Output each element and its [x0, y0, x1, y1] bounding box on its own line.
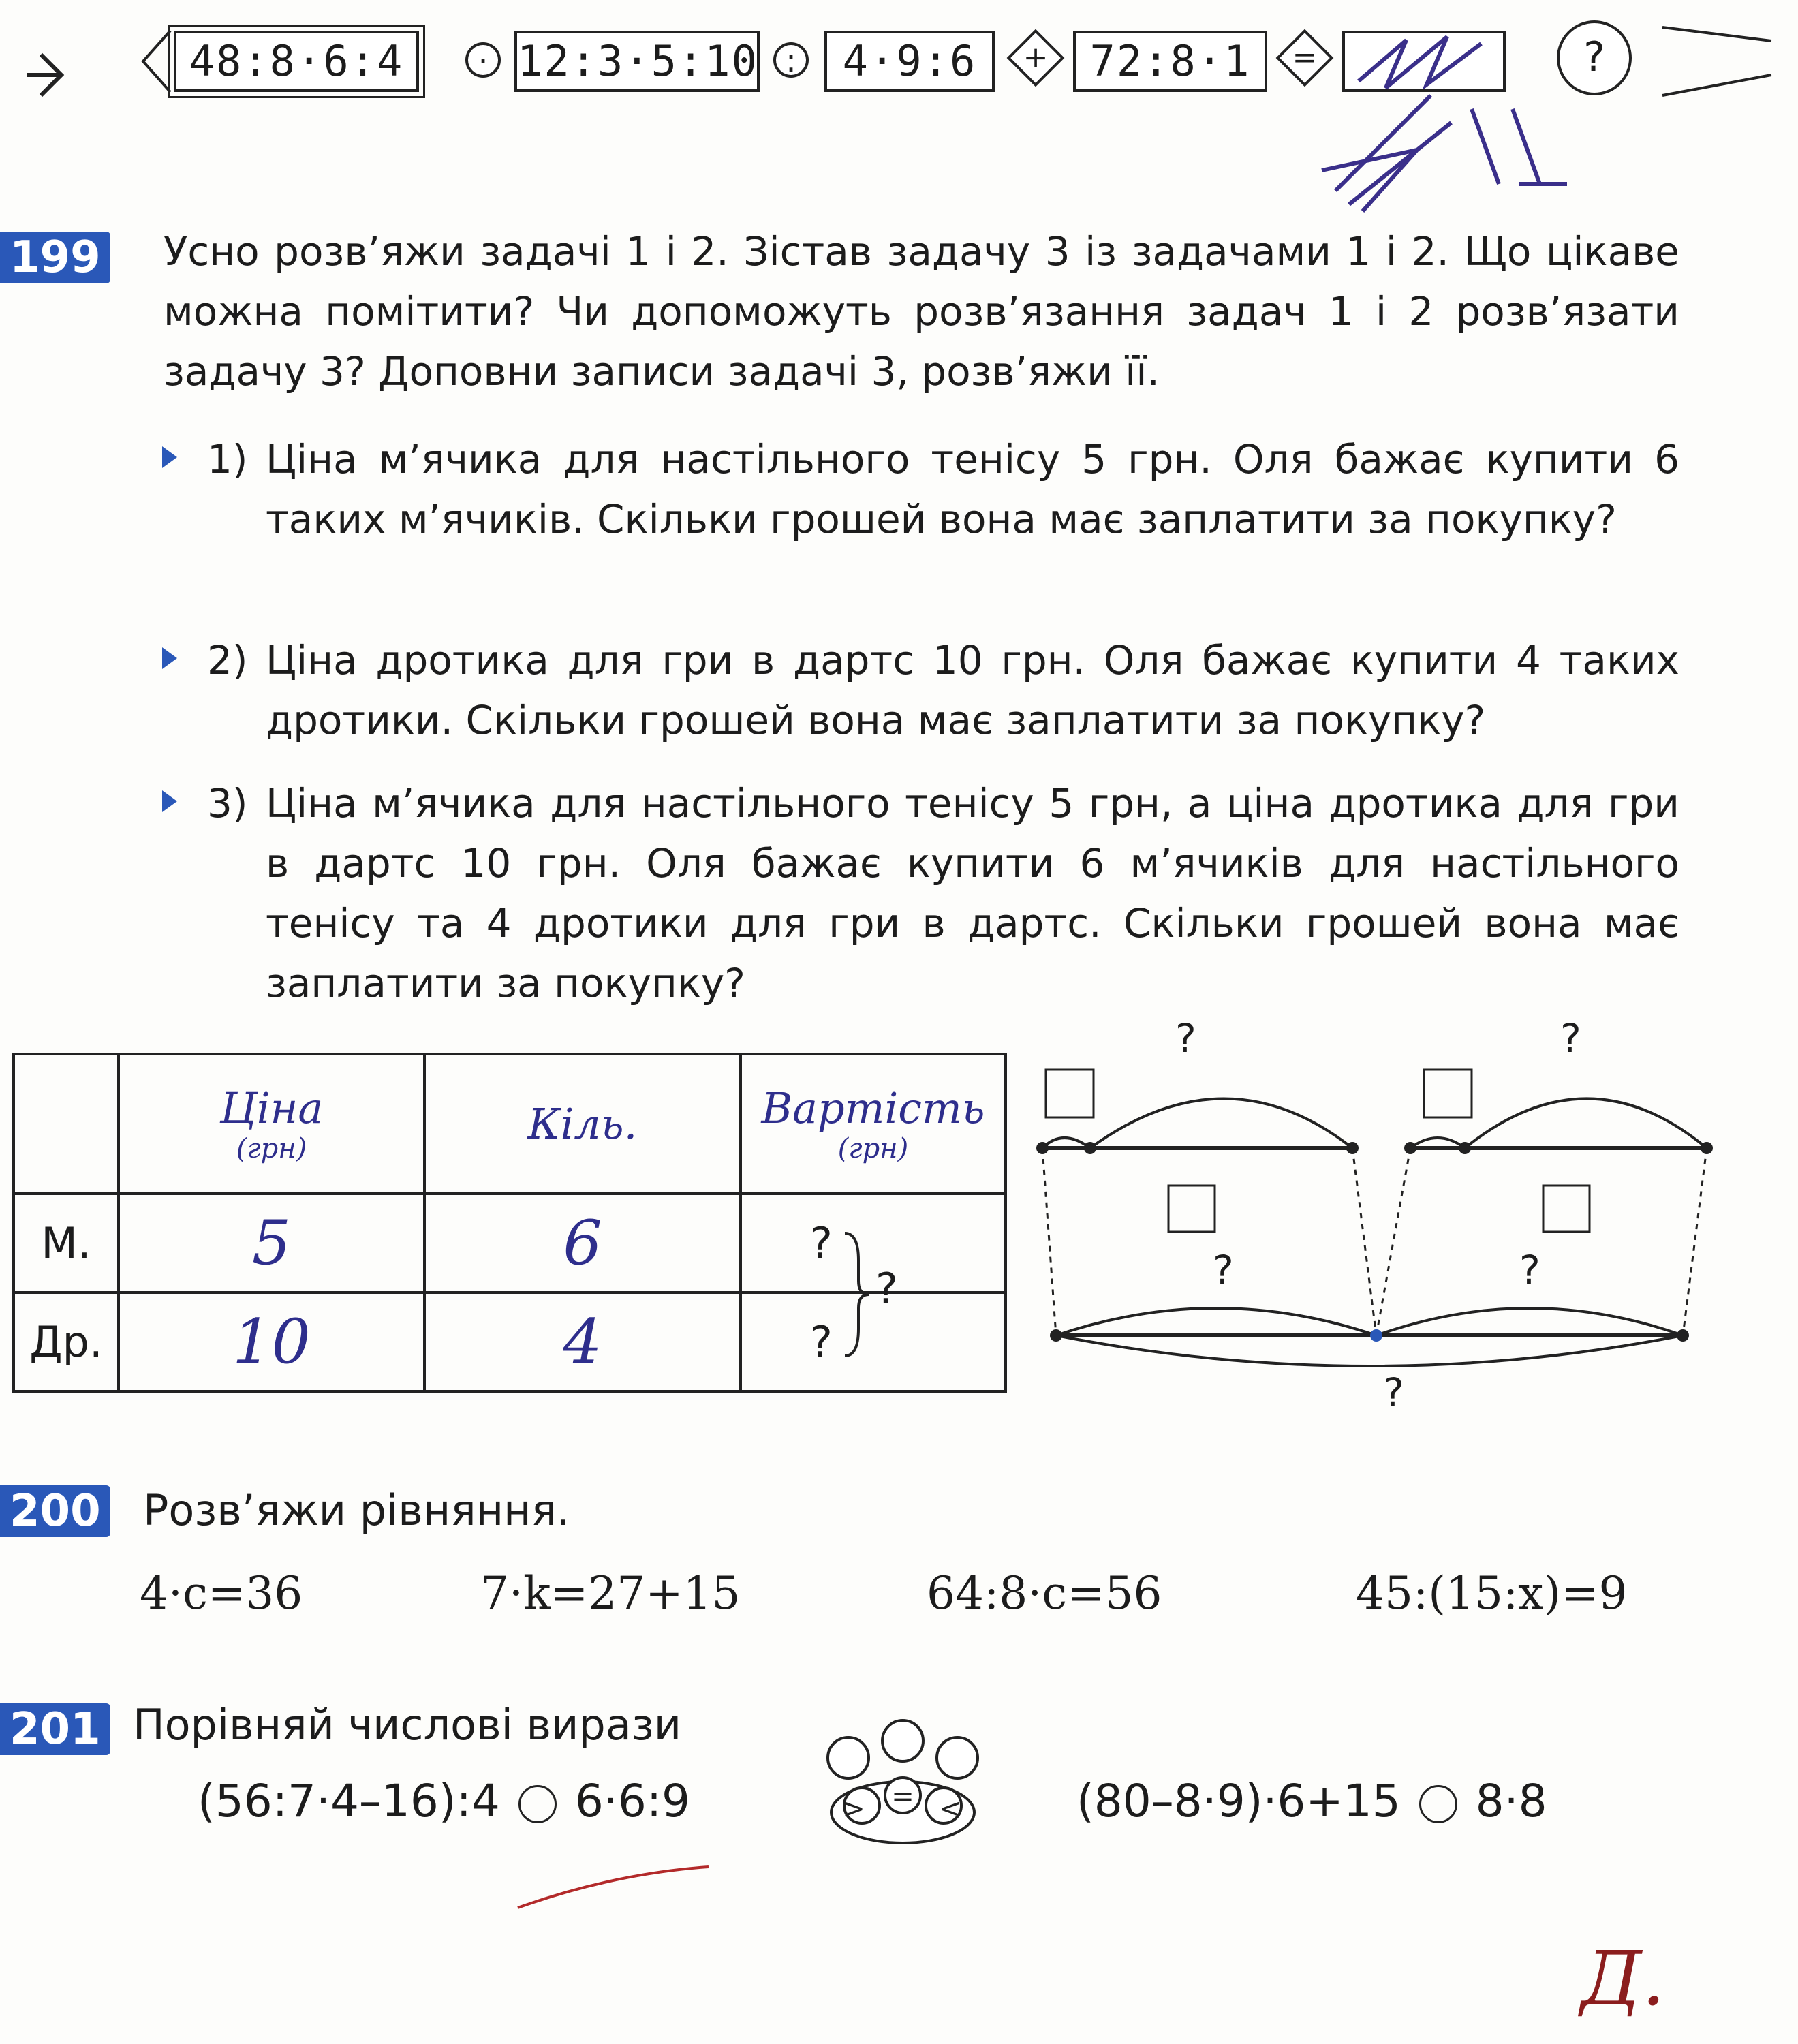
problem-3: [207, 773, 1679, 1013]
diagram-q-mid-left: ?: [1213, 1247, 1234, 1293]
chain-box-4: 72:8·1: [1073, 31, 1267, 92]
diagram-q-top-right: ?: [1560, 1015, 1581, 1062]
compare-right-expr: (80–8·9)·6+15: [1076, 1775, 1401, 1827]
compare-right-rhs: 8·8: [1475, 1775, 1547, 1827]
diagram-q-mid-right: ?: [1519, 1247, 1540, 1293]
task-199-intro: Усно розв’яжи задачі 1 і 2. Зістав задачу 3 із задачами 1 і 2. Що цікаве можна помітити? Чи допоможуть розв’язання задач 1 і 2 розв’язати задачу 3? Доповни записи задачі 3, розв’яжи її.: [164, 228, 1679, 394]
compare-left: [198, 1775, 690, 1827]
problem-3-label: 3): [207, 780, 248, 826]
problem-1-text: Ціна м’ячика для настільного тенісу 5 грн. Оля бажає купити 6 таких м’ячиків. Скільки грошей вона має заплатити за покупку?: [266, 436, 1679, 542]
header-price: [119, 1054, 424, 1194]
header-cost: [741, 1054, 1006, 1194]
op-multiply-1: ·: [465, 42, 501, 78]
cell-price-darts: 10: [119, 1292, 424, 1391]
mascot-equal: =: [891, 1781, 914, 1812]
header-quantity: Кіль.: [424, 1054, 741, 1194]
expression-chain: [0, 0, 1798, 136]
compare-right-circle: [1419, 1785, 1457, 1823]
chain-box-1: 48:8·6:4: [174, 31, 419, 92]
mascot-icon: [814, 1717, 998, 1853]
problem-2-text: Ціна дротика для гри в дартс 10 грн. Оля бажає купити 4 таких дротики. Скільки грошей вона має заплатити за покупку?: [266, 637, 1679, 743]
equation-3: 64:8·c=56: [927, 1567, 1162, 1620]
chain-box-2: 12:3·5:10: [514, 31, 760, 92]
task-number-199: 199: [0, 232, 110, 283]
row-label-darts: Др.: [14, 1292, 119, 1391]
cell-price-balls: 5: [119, 1194, 424, 1292]
problem-2-label: 2): [207, 637, 248, 683]
red-underline: [511, 1853, 715, 1921]
task-number-201: 201: [0, 1703, 110, 1755]
compare-left-circle: [518, 1785, 557, 1823]
task-number-200: 200: [0, 1485, 110, 1537]
problem-3-text: Ціна м’ячика для настільного тенісу 5 грн, а ціна дротика для гри в дартс 10 грн. Оля бажає купити 6 м’ячиків для настільного тенісу та 4 дротики для гри в дартс. Скільки грошей вона має заплатити за покупку?: [266, 780, 1679, 1006]
compare-left-expr: (56:7·4–16):4: [198, 1775, 500, 1827]
problem-2: [207, 630, 1679, 750]
header-cost-unit: (грн): [837, 1133, 909, 1164]
header-cost-text: Вартість: [761, 1083, 985, 1133]
equation-2: 7·k=27+15: [480, 1567, 741, 1620]
scribble: [1345, 33, 1503, 89]
chain-box-3: 4·9:6: [824, 31, 995, 92]
task-200-title: Розв’яжи рівняння.: [143, 1485, 570, 1535]
total-question: ?: [875, 1264, 898, 1314]
bullet-3: [162, 790, 177, 812]
diagram-q-bottom: ?: [1383, 1369, 1404, 1416]
compare-left-rhs: 6·6:9: [574, 1775, 691, 1827]
handwritten-scribble: [1295, 82, 1594, 218]
task-201-title: Порівняй числові вирази: [133, 1700, 682, 1750]
compare-right: [1076, 1775, 1547, 1827]
row-label-balls: М.: [14, 1194, 119, 1292]
header-price-text: Ціна: [219, 1083, 324, 1133]
cell-qty-darts: 4: [424, 1292, 741, 1391]
problem-1-label: 1): [207, 436, 248, 482]
cell-cost-balls: ?: [741, 1194, 1006, 1292]
mascot-less: <: [939, 1793, 962, 1825]
equation-4: 45:(15:x)=9: [1356, 1567, 1628, 1620]
header-price-unit: (грн): [236, 1133, 307, 1164]
op-equals-sign: =: [1292, 40, 1318, 75]
op-divide: :: [773, 42, 809, 78]
equation-1: 4·c=36: [140, 1567, 303, 1620]
mascot-greater: >: [842, 1793, 865, 1825]
corner-cell: [14, 1054, 119, 1194]
teacher-mark: Д.: [1581, 1935, 1666, 2022]
cell-cost-darts: ?: [741, 1292, 1006, 1391]
segment-diagram: [1022, 1008, 1717, 1431]
diagram-q-top-left: ?: [1175, 1015, 1196, 1062]
chain-end-circle: ?: [1557, 20, 1632, 95]
cell-qty-balls: 6: [424, 1194, 741, 1292]
op-plus-sign: +: [1023, 40, 1049, 75]
problem-1: [207, 429, 1679, 549]
brace: [838, 1226, 879, 1363]
bullet-1: [162, 446, 177, 468]
bullet-2: [162, 647, 177, 669]
